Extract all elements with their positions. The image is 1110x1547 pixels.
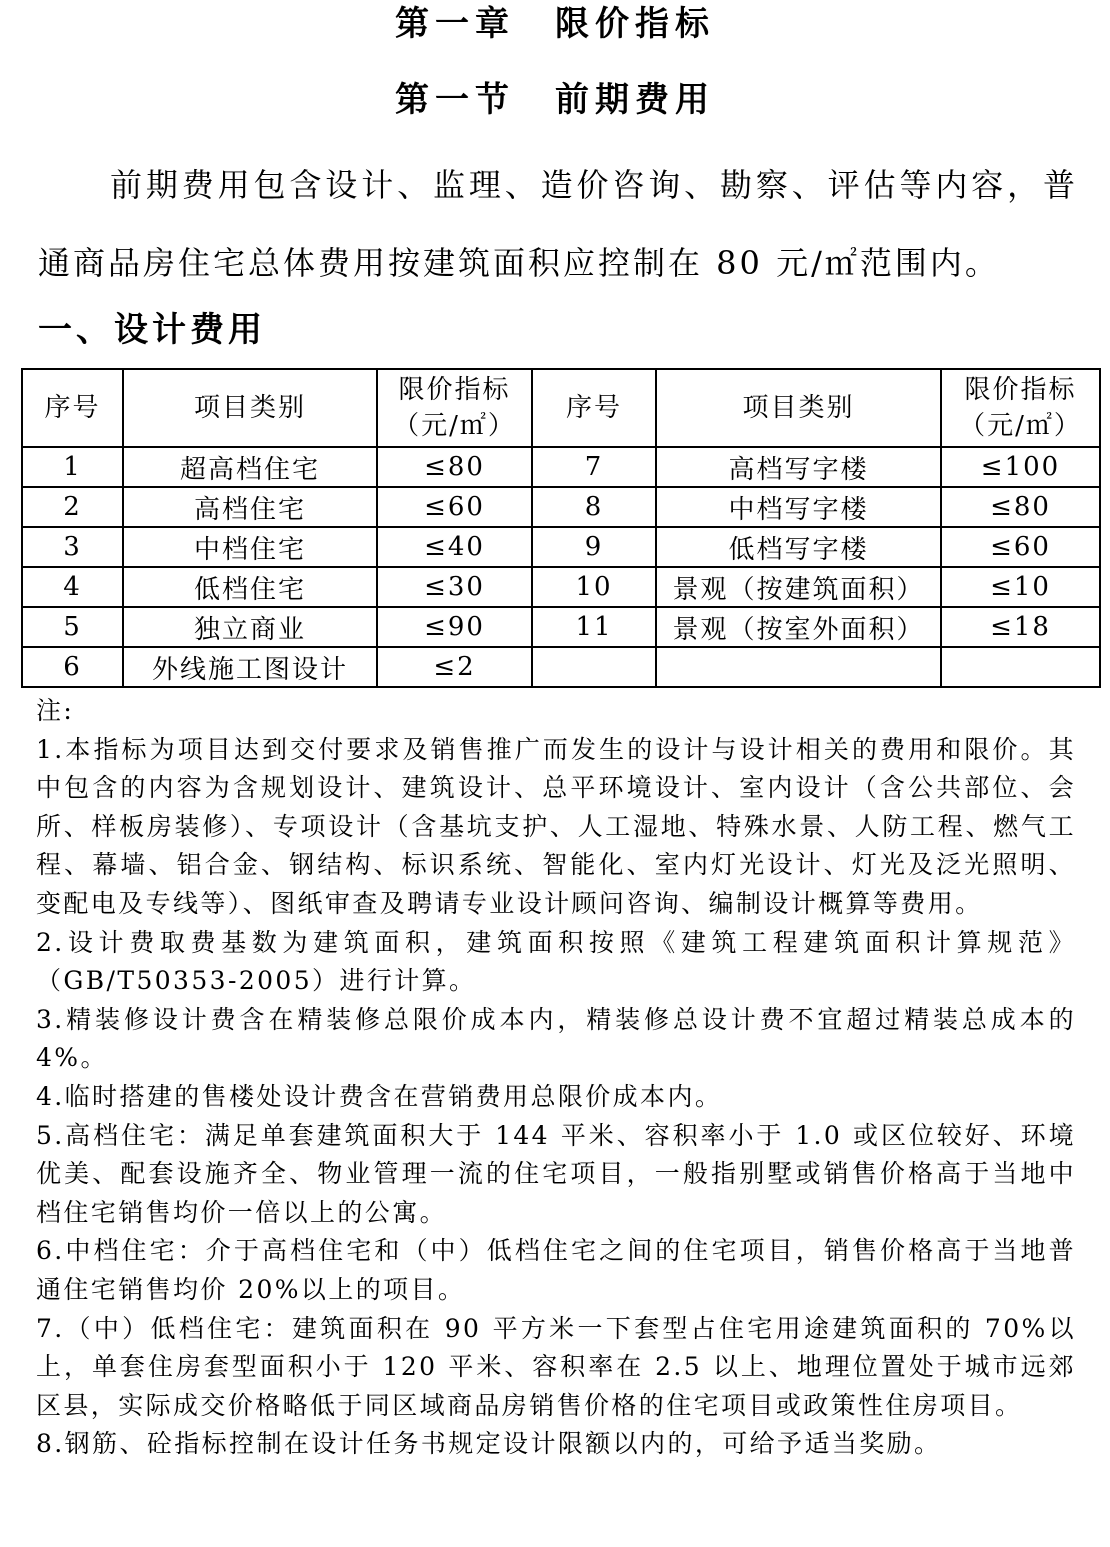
header-no: 序号 (532, 369, 656, 447)
notes-label: 注: (36, 696, 75, 725)
cell-category: 独立商业 (123, 607, 377, 647)
cell-no: 11 (532, 607, 656, 647)
cell-no: 7 (532, 447, 656, 487)
cell-no: 5 (22, 607, 123, 647)
cell-no: 9 (532, 527, 656, 567)
table-row (22, 567, 1100, 607)
notes-section (36, 692, 1076, 1464)
cell-limit: ≤60 (941, 527, 1100, 567)
cell-limit: ≤2 (377, 647, 532, 687)
cell-category: 中档住宅 (123, 527, 377, 567)
chapter-title: 第一章 限价指标 (395, 4, 715, 44)
cell-limit (941, 647, 1100, 687)
cell-no: 8 (532, 487, 656, 527)
cell-no: 2 (22, 487, 123, 527)
header-category: 项目类别 (656, 369, 941, 447)
cell-category: 低档住宅 (123, 567, 377, 607)
intro-paragraph: 前期费用包含设计、监理、造价咨询、勘察、评估等内容，普通商品房住宅总体费用按建筑面积应控制在 80 元/㎡范围内。 (38, 166, 1078, 282)
table-row (22, 487, 1100, 527)
header-limit: 限价指标 （元/㎡） (377, 369, 532, 447)
header-limit: 限价指标 （元/㎡） (941, 369, 1100, 447)
cell-limit: ≤100 (941, 447, 1100, 487)
table-row (22, 647, 1100, 687)
cell-no: 4 (22, 567, 123, 607)
cell-limit: ≤90 (377, 607, 532, 647)
cell-category: 景观（按室外面积） (656, 607, 941, 647)
cell-category: 高档住宅 (123, 487, 377, 527)
cell-no (532, 647, 656, 687)
cell-category: 景观（按建筑面积） (656, 567, 941, 607)
note-item: 1.本指标为项目达到交付要求及销售推广而发生的设计与设计相关的费用和限价。其中包含的内容为含规划设计、建筑设计、总平环境设计、室内设计（含公共部位、会所、样板房装修）、专项设计（含基坑支护、人工湿地、特殊水景、人防工程、燃气工程、幕墙、铝合金、钢结构、标识系统、智能化、室内灯光设计、灯光及泛光照明、变配电及专线等）、图纸审查及聘请专业设计顾问咨询、编制设计概算等费用。 (36, 734, 1076, 918)
note-item: 5.高档住宅：满足单套建筑面积大于 144 平米、容积率小于 1.0 或区位较好、环境优美、配套设施齐全、物业管理一流的住宅项目，一般指别墅或销售价格高于当地中档住宅销售均价一倍以上的公寓。 (36, 1120, 1076, 1227)
table-row (22, 607, 1100, 647)
cell-limit: ≤80 (377, 447, 532, 487)
cell-category: 外线施工图设计 (123, 647, 377, 687)
note-item: 3.精装修设计费含在精装修总限价成本内，精装修总设计费不宜超过精装总成本的 4%。 (36, 1004, 1076, 1073)
note-item: 6.中档住宅：介于高档住宅和（中）低档住宅之间的住宅项目，销售价格高于当地普通住宅销售均价 20%以上的项目。 (36, 1236, 1076, 1304)
cell-limit: ≤10 (941, 567, 1100, 607)
cell-no: 3 (22, 527, 123, 567)
cell-no: 10 (532, 567, 656, 607)
cell-category: 高档写字楼 (656, 447, 941, 487)
table-row (22, 527, 1100, 567)
note-item: 2.设计费取费基数为建筑面积，建筑面积按照《建筑工程建筑面积计算规范》（GB/T50353-2005）进行计算。 (36, 927, 1076, 996)
cell-no: 1 (22, 447, 123, 487)
cell-limit: ≤18 (941, 607, 1100, 647)
cell-category: 中档写字楼 (656, 487, 941, 527)
sub-heading-design-fees: 一、设计费用 (38, 310, 266, 350)
design-fee-table (21, 368, 1101, 688)
header-no: 序号 (22, 369, 123, 447)
cell-no: 6 (22, 647, 123, 687)
cell-limit: ≤30 (377, 567, 532, 607)
section-title: 第一节 前期费用 (395, 80, 715, 120)
table-header-row (22, 369, 1100, 447)
cell-category: 超高档住宅 (123, 447, 377, 487)
cell-limit: ≤40 (377, 527, 532, 567)
note-item: 8.钢筋、砼指标控制在设计任务书规定设计限额以内的，可给予适当奖励。 (36, 1429, 942, 1459)
table-row (22, 447, 1100, 487)
cell-limit: ≤60 (377, 487, 532, 527)
note-item: 4.临时搭建的售楼处设计费含在营销费用总限价成本内。 (36, 1081, 723, 1111)
cell-category: 低档写字楼 (656, 527, 941, 567)
cell-category (656, 647, 941, 687)
header-category: 项目类别 (123, 369, 377, 447)
note-item: 7.（中）低档住宅：建筑面积在 90 平方米一下套型占住宅用途建筑面积的 70%以上，单套住房套型面积小于 120 平米、容积率在 2.5 以上、地理位置处于城市远郊区县，实际成交价格略低于同区域商品房销售价格的住宅项目或政策性住房项目。 (36, 1313, 1076, 1420)
cell-limit: ≤80 (941, 487, 1100, 527)
